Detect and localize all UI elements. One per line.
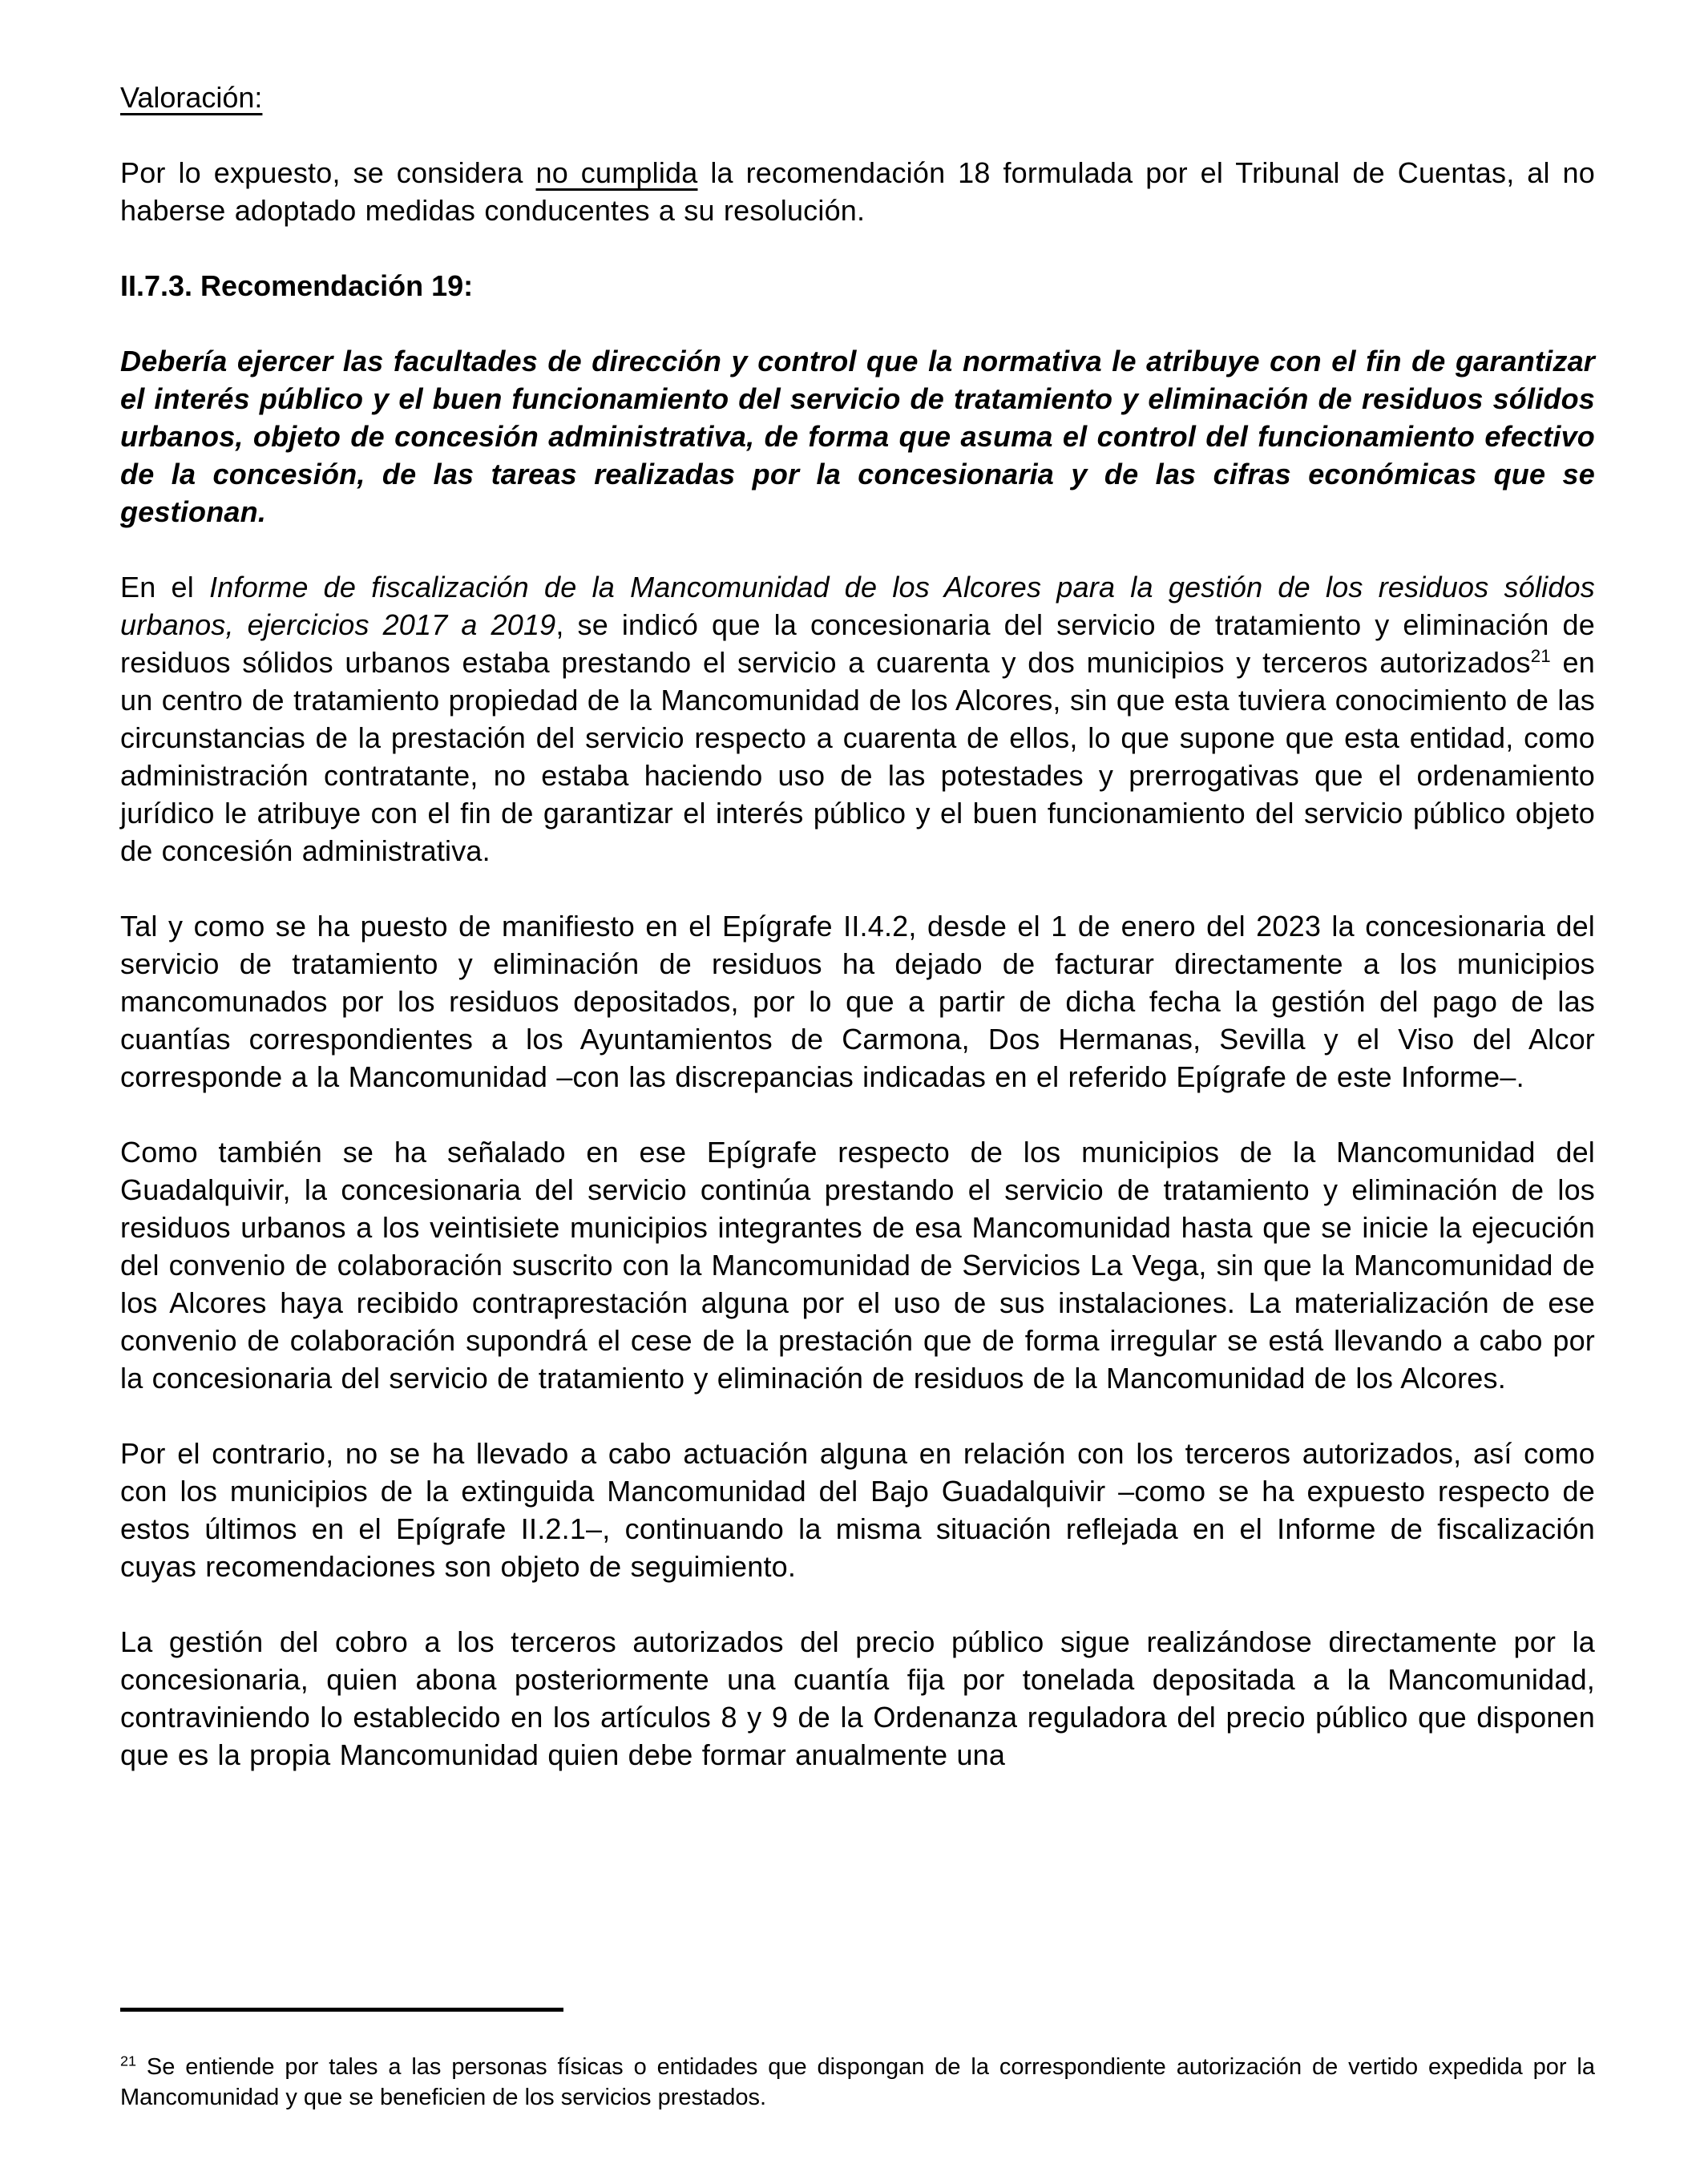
footnote-area [120,2008,1595,2113]
footnote-reference-21: 21 [1530,646,1551,666]
assessment-run-underlined: no cumplida [535,156,698,189]
paragraph-gestion-cobro: La gestión del cobro a los terceros autorizados del precio público sigue realizándose directamente por la concesionaria, quien abona posteriormente una cuantía fija por tonelada depositada a la Mancomunidad, contraviniendo lo establecido en los artículos 8 y 9 de la Ordenanza reguladora del precio público que disponen que es la propia Mancomunidad quien debe formar anualmente una [120,1625,1595,1771]
section-heading-recomendacion-19: II.7.3. Recomendación 19: [120,269,474,302]
paragraph-recommendation-text: Debería ejercer las facultades de dirección y control que la normativa le atribuye con el fin de garantizar el interés público y el buen funcionamiento del servicio de tratamiento y eliminación de residuos sólidos urbanos, objeto de concesión administrativa, de forma que asuma el control del funcionamiento efectivo de la concesión, de las tareas realizadas por la concesionaria y de las cifras económicas que se gestionan. [120,345,1595,528]
footnote-separator-rule [120,2008,563,2012]
paragraph-billing: Tal y como se ha puesto de manifiesto en el Epígrafe II.4.2, desde el 1 de enero del 2023 la concesionaria del servicio de tratamiento y eliminación de residuos ha dejado de facturar directamente a los municipios mancomunados por los residuos depositados, por lo que a partir de dicha fecha la gestión del pago de las cuantías correspondientes a los Ayuntamientos de Carmona, Dos Hermanas, Sevilla y el Viso del Alcor corresponde a la Mancomunidad –con las discrepancias indicadas en el referido Epígrafe de este Informe–. [120,910,1595,1093]
assessment-run-before: Por lo expuesto, se considera [120,156,536,189]
report-run-before: En el [120,571,210,604]
footnote-21 [120,2052,1595,2113]
paragraph-report-reference [120,568,1595,870]
paragraph-guadalquivir: Como también se ha señalado en ese Epígrafe respecto de los municipios de la Mancomunidad del Guadalquivir, la concesionaria del servicio continúa prestando el servicio de tratamiento y eliminación de los residuos urbanos a los veintisiete municipios integrantes de esa Mancomunidad hasta que se inicie la ejecución del convenio de colaboración suscrito con la Mancomunidad de Servicios La Vega, sin que la Mancomunidad de los Alcores haya recibido contraprestación alguna por el uso de sus instalaciones. La materialización de ese convenio de colaboración supondrá el cese de la prestación que de forma irregular se está llevando a cabo por la concesionaria del servicio de tratamiento y eliminación de residuos de la Mancomunidad de los Alcores. [120,1136,1595,1395]
section-heading-valoracion [120,79,1595,116]
assessment-run-after: la recomendación 18 formulada por el Tribunal de Cuentas, al no haberse adoptado medidas conducentes a su resolución. [120,156,1595,227]
paragraph-terceros-autorizados: Por el contrario, no se ha llevado a cabo actuación alguna en relación con los terceros autorizados, así como con los municipios de la extinguida Mancomunidad del Bajo Guadalquivir –como se ha expuesto respecto de estos últimos en el Epígrafe II.2.1–, continuando la misma situación reflejada en el Informe de fiscalización cuyas recomendaciones son objeto de seguimiento. [120,1437,1595,1583]
report-run-middle: , se indicó que la concesionaria del servicio de tratamiento y eliminación de residuos sólidos urbanos estaba prestando el servicio a cuarenta y dos municipios y terceros autorizados [120,608,1596,679]
footnote-21-marker: 21 [120,2053,136,2069]
document-body [120,79,1595,1811]
report-title-italic: Informe de fiscalización de la Mancomunidad de los Alcores para la gestión de los residuos sólidos urbanos, ejercicios 2017 a 2019 [120,571,1595,641]
report-run-after: en un centro de tratamiento propiedad de la Mancomunidad de los Alcores, sin que esta tuviera conocimiento de las circunstancias de la prestación del servicio respecto a cuarenta de ellos, lo que supone que esta entidad, como administración contratante, no estaba haciendo uso de las potestades y prerrogativas que el ordenamiento jurídico le atribuye con el fin de garantizar el interés público y el buen funcionamiento del servicio público objeto de concesión administrativa. [120,646,1595,867]
section-heading-valoracion-text: Valoración: [120,81,263,114]
footnote-21-text: Se entiende por tales a las personas físicas o entidades que dispongan de la correspondiente autorización de vertido expedida por la Mancomunidad y que se beneficien de los servicios prestados. [120,2054,1595,2110]
paragraph-assessment [120,154,1595,229]
